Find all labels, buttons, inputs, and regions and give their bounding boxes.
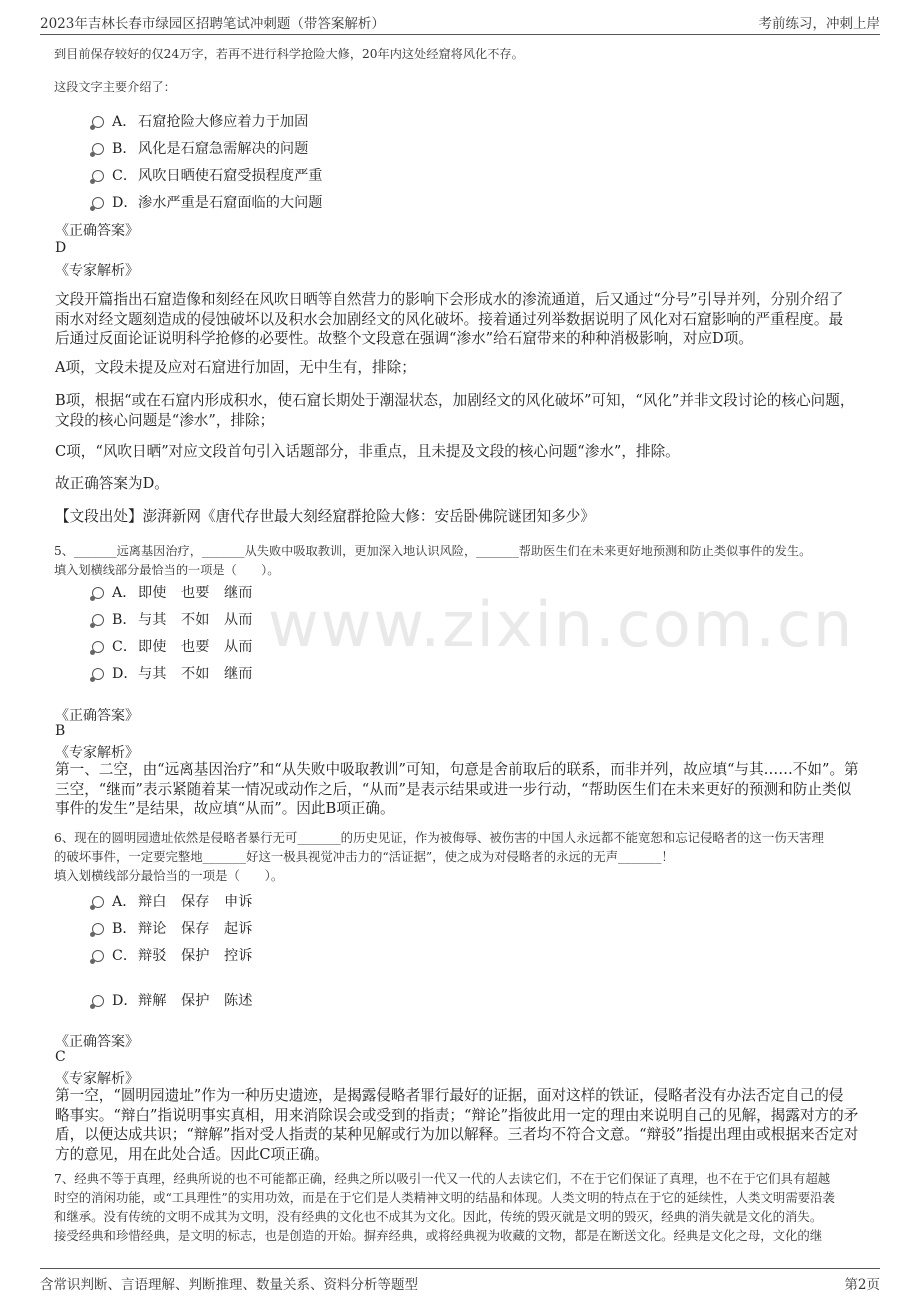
q4-analysis-b: B项，根据“或在石窟内形成积水，使石窟长期处于潮湿状态，加剧经文的风化破坏”可知，“风化”并非文段讨论的核心问题， 文段的核心问题是“渗水”，排除； [55,392,855,429]
radio-icon[interactable] [92,995,104,1007]
q6-option-b[interactable]: B．辩论 保存 起诉 [92,918,267,940]
header-title: 2023年吉林长春市绿园区招聘笔试冲刺题（带答案解析） [40,16,385,32]
q5-stem: 5、_______远离基因治疗，_______从失败中吸取教训，更加深入地认识风险，_______帮助医生们在未来更好地预测和防止类似事件的发生。 [54,544,812,558]
radio-icon[interactable] [92,950,104,962]
radio-icon[interactable] [92,197,104,209]
q6-stem: 6、现在的圆明园遗址依然是侵略者暴行无可_______的历史见证，作为被侮辱、被伤害的中国人永远都不能宽恕和忘记侵略者的这一伤天害理 的破坏事件，一定要完整地_______好这一极具视觉冲击力的“活证据”，使之成为对侵略者的永远的无声_______！ 填入划横线部分最恰当的一项是（ ）。 [54,830,824,883]
q4-option-b[interactable]: B．风化是石窟急需解决的问题 [92,138,308,160]
q6-answer-label: 《正确答案》 [55,1034,139,1050]
q4-option-c[interactable]: C．风吹日晒使石窟受损程度严重 [92,165,322,187]
q5-option-c[interactable]: C．即使 也要 从而 [92,636,267,658]
q5-option-a[interactable]: A． 即使 也要 继而 [92,582,267,604]
q6-analysis: 第一空，“圆明园遗址”作为一种历史遗迹，是揭露侵略者罪行最好的证据，面对这样的铁证，侵略者没有办法否定自己的侵 略事实。“辩白”指说明事实真相，用来消除误会或受到的指责；“辩论”指彼此用一定的理由来说明自己的见解，揭露对方的矛 盾，以便达成共识；“辩解”指对受人指责的某种见解或行为加以解释。三者均不符合文意。“辩驳”指提出理由或根据来否定对 方的意见，用在此处合适。因此C项正确。 [55,1087,859,1163]
q4-answer-label: 《正确答案》 [55,223,139,239]
q5-prompt: 填入划横线部分最恰当的一项是（ ）。 [54,563,280,577]
q4-source: 【文段出处】澎湃新网《唐代存世最大刻经窟群抢险大修：安岳卧佛院谜团知多少》 [55,508,595,525]
q5-answer: B [55,723,66,739]
page-number: 第2页 [844,1277,880,1293]
radio-icon[interactable] [92,170,104,182]
radio-icon[interactable] [92,641,104,653]
q5-option-b[interactable]: B．与其 不如 从而 [92,609,267,631]
q4-analysis-label: 《专家解析》 [55,263,139,279]
q5-answer-label: 《正确答案》 [55,708,139,724]
q5-analysis: 第一、二空，由“远离基因治疗”和“从失败中吸取教训”可知，句意是舍前取后的联系，而非并列，故应填“与其……不如”。第 三空，“继而”表示紧随着某一情况或动作之后，“从而”是表示结果或进一步行动，“帮助医生们在未来更好的预测和防止类似 事件的发生”是结果，故应填“从而”。因此B项正确。 [55,761,859,817]
radio-icon[interactable] [92,668,104,680]
page-header [40,12,880,35]
radio-icon[interactable] [92,116,104,128]
q4-conclusion: 故正确答案为D。 [55,475,169,492]
q4-option-d[interactable]: D．渗水严重是石窟面临的大问题 [92,192,322,214]
q4-analysis-c: C项，“风吹日晒”对应文段首句引入话题部分，非重点，且未提及文段的核心问题“渗水”，排除。 [55,443,680,460]
radio-icon[interactable] [92,923,104,935]
q5-analysis-label: 《专家解析》 [55,745,139,761]
q7-stem: 7、经典不等于真理，经典所说的也不可能都正确，经典之所以吸引一代又一代的人去读它们，不在于它们保证了真理，也不在于它们具有超越 时空的消闲功能，或“工具理性”的实用功效，而是在于它们是人类精神文明的结晶和体现。人类文明的特点在于它的延续性，人类文明需要沿袭 和继承。没有传统的文明不成其为文明，没有经典的文化也不成其为文化。因此，传统的毁灭就是文明的毁灭，经典的消失就是文化的消失。 接受经典和珍惜经典，是文明的标志，也是创造的开始。摒弃经典，或将经典视为收藏的文物，都是在断送文化。经典是文化之母，文化的继 [54,1171,835,1243]
radio-icon[interactable] [92,896,104,908]
q5-option-d[interactable]: D．与其 不如 继而 [92,663,267,685]
q6-option-d[interactable]: D．辩解 保护 陈述 [92,990,267,1012]
q6-analysis-label: 《专家解析》 [55,1071,139,1087]
q6-option-a[interactable]: A． 辩白 保存 申诉 [92,891,267,913]
footer-topics: 含常识判断、言语理解、判断推理、数量关系、资料分析等题型 [40,1277,418,1293]
page-footer [40,1268,880,1296]
radio-icon[interactable] [92,587,104,599]
q6-answer: C [55,1049,66,1065]
radio-icon[interactable] [92,614,104,626]
watermark: www.zixin.com.cn [268,588,855,661]
q6-option-c[interactable]: C．辩驳 保护 控诉 [92,945,267,967]
q4-option-a[interactable]: A． 石窟抢险大修应着力于加固 [92,111,308,133]
q4-intro-tail: 到目前保存较好的仅24万字，若再不进行科学抢险大修，20年内这处经窟将风化不存。 [54,47,524,61]
q4-answer: D [55,240,67,256]
q4-analysis-a: A项，文段未提及应对石窟进行加固，无中生有，排除； [55,359,416,376]
radio-icon[interactable] [92,143,104,155]
q4-analysis: 文段开篇指出石窟造像和刻经在风吹日晒等自然营力的影响下会形成水的渗流通道，后又通过“分号”引导并列，分别介绍了 雨水对经文题刻造成的侵蚀破坏以及积水会加剧经文的风化破坏。接着通过列举数据说明了风化对石窟影响的严重程度。最 后通过反面论证说明科学抢修的必要性。故整个文段意在强调“渗水”给石窟带来的种种消极影响，对应D项。 [55,291,844,347]
header-slogan: 考前练习，冲刺上岸 [758,16,880,32]
q4-prompt: 这段文字主要介绍了： [54,80,176,94]
